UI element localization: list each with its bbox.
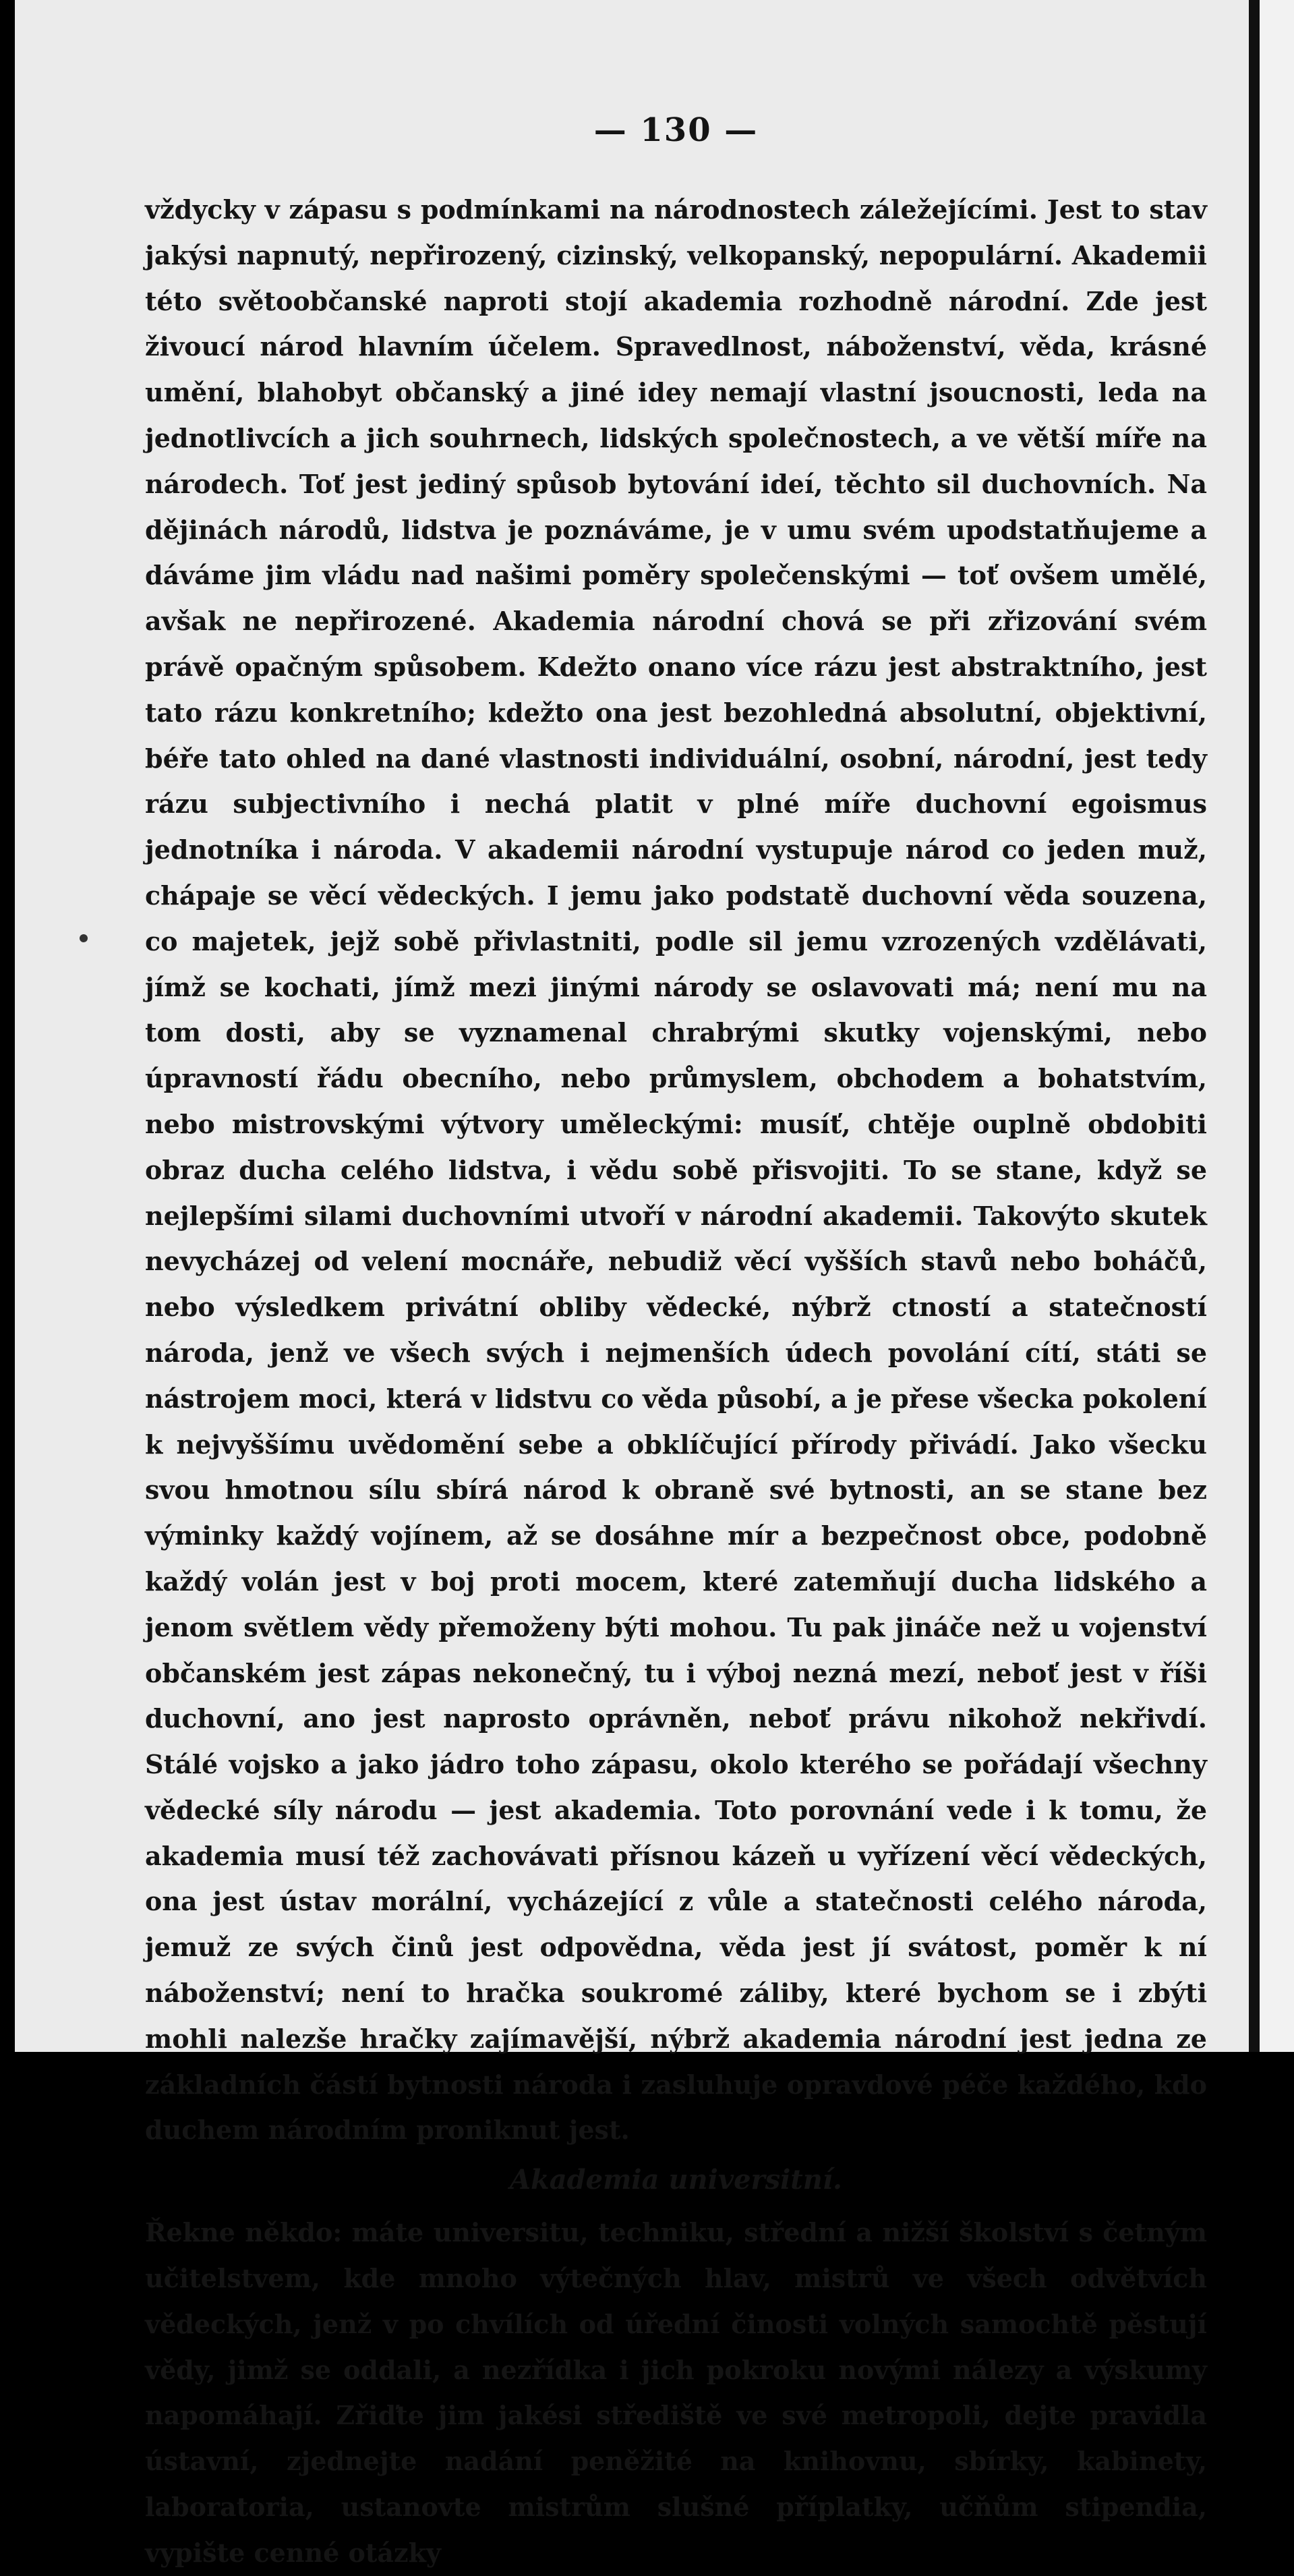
adjacent-page-edge <box>1260 0 1294 2052</box>
page-content <box>145 111 1207 2576</box>
section-heading: Akademia universitní. <box>510 2164 842 2196</box>
book-spine-edge <box>1249 0 1260 2052</box>
page-number: — 130 — <box>593 111 759 149</box>
paragraph-1: vždycky v zápasu s podmínkami na národnostech záležejícími. Jest to stav jakýsi napnutý, nepřirozený, cizinský, velkopanský, nepopulární. Akademii této světoobčanské naproti stojí akademia rozhodně národní. Zde jest živoucí národ hlavním účelem. Spravedlnost, náboženství, věda, krásné umění, blahobyt občanský a jiné idey nemají vlastní jsoucnosti, leda na jednotlivcích a jich souhrnech, lidských společnostech, a ve větší míře na národech. Toť jest jediný spůsob bytování ideí, těchto sil duchovních. Na dějinách národů, lidstva je poznáváme, je v umu svém upodstatňujeme a dáváme jim vládu nad našimi poměry společenskými — toť ovšem umělé, avšak ne nepřirozené. Akademia národní chová se při zřizování svém právě opačným spůsobem. Kdežto onano více rázu jest abstraktního, jest tato rázu konkretního; kdežto ona jest bezohledná absolutní, objektivní, béře tato ohled na dané vlastnosti individuální, osobní, národní, jest tedy rázu subjectivního i nechá platit v plné míře duchovní egoismus jednotníka i národa. V akademii národní vystupuje národ co jeden muž, chápaje se věcí vědeckých. I jemu jako podstatě duchovní věda souzena, co majetek, jejž sobě přivlastniti, podle sil jemu vzrozených vzdělávati, jímž se kochati, jímž mezi jinými národy se oslavovati má; není mu na tom dosti, aby se vyznamenal chrabrými skutky vojenskými, nebo úpravností řádu obecního, nebo průmyslem, obchodem a bohatstvím, nebo mistrovskými výtvory uměleckými: musíť, chtěje ouplně obdobiti obraz ducha celého lidstva, i vědu sobě přisvojiti. To se stane, když se nejlepšími silami duchovními utvoří v národní akademii. Takovýto skutek nevycházej od velení mocnáře, nebudiž věcí vyšších stavů nebo boháčů, nebo výsledkem privátní obliby vědecké, nýbrž ctností a statečností národa, jenž ve všech svých i nejmenších údech povolání cítí, státi se nástrojem moci, která v lidstvu co věda působí, a je přese všecka pokolení k nejvyššímu uvědomění sebe a obklíčující přírody přivádí. Jako všecku svou hmotnou sílu sbírá národ k obraně své bytnosti, an se stane bez výminky každý vojínem, až se dosáhne mír a bezpečnost obce, podobně každý volán jest v boj proti mocem, které zatemňují ducha lidského a jenom světlem vědy přemoženy býti mohou. Tu pak jináče než u vojenství občanském jest zápas nekonečný, tu i výboj nezná mezí, neboť jest v říši duchovní, ano jest naprosto oprávněn, neboť právu nikohož nekřivdí. Stálé vojsko a jako jádro toho zápasu, okolo kterého se pořádají všechny vědecké síly národu — jest akademia. Toto porovnání vede i k tomu, že akademia musí též zachovávati přísnou kázeň u vyřízení věcí vědeckých, ona jest ústav morální, vycházející z vůle a statečnosti celého národa, jemuž ze svých činů jest odpovědna, věda jest jí svátost, poměr k ní náboženství; není to hračka soukromé záliby, které bychom se i zbýti mohli nalezše hračky zajímavější, nýbrž akademia národní jest jedna ze základních částí bytnosti národa i zasluhuje opravdové péče každého, kdo duchem národním proniknut jest. <box>145 194 1207 2146</box>
margin-mark <box>80 934 88 942</box>
paragraph-2: Řekne někdo: máte universitu, techniku, střední a nižší školství s četným učitelstvem, kde mnoho výtečných hlav, mistrů ve všech odvětvích vědeckých, jenž v po chvílích od úřední činosti volných samochtě pěstují vědy, jimž se oddali, a nezřídka i jich pokroku novými nálezy a výskumy napomáhají. Zřiďte jim jakési střediště ve své metropoli, dejte pravidla ústavní, zjednejte nadání peněžité na knihovnu, sbírky, kabinety, laboratoria, ustanovte mistrům slušné příplatky, učňům stipendia, vypište cenné otázky <box>145 2217 1207 2568</box>
